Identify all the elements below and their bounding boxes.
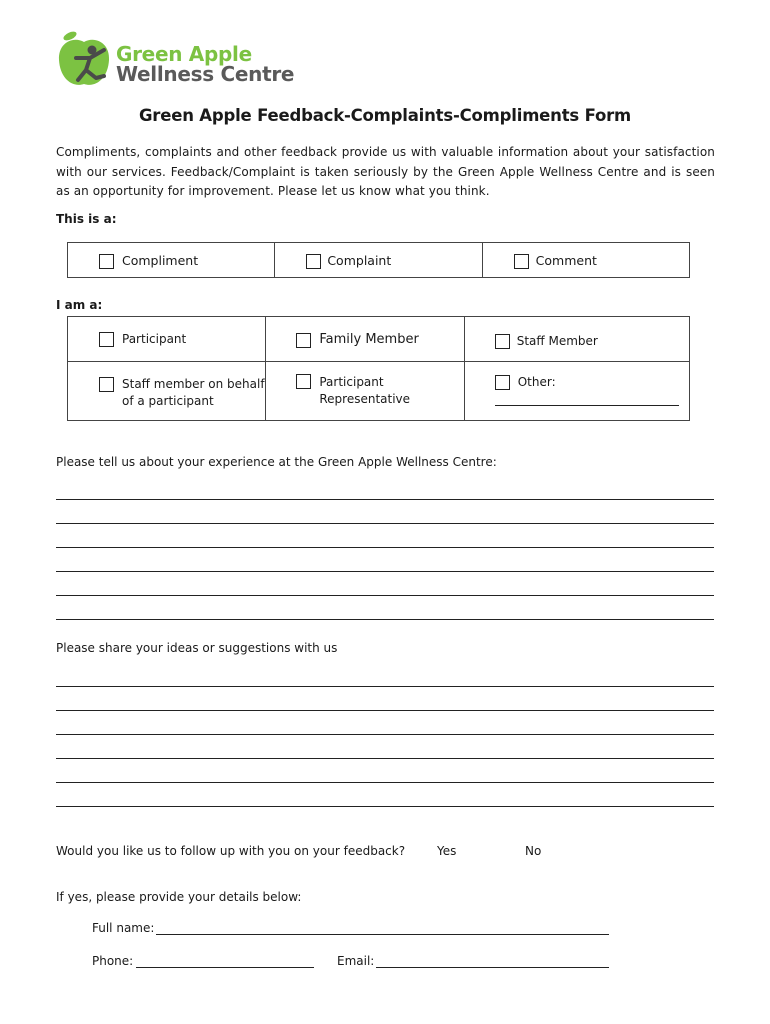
role-cell-staff-on-behalf [68,362,266,421]
suggestions-line[interactable] [56,686,714,687]
staff-on-behalf-checkbox[interactable] [99,377,114,392]
apple-logo-icon [56,28,116,92]
compliment-label: Compliment [122,253,199,268]
suggestions-line[interactable] [56,782,714,783]
this-is-a-label: This is a: [56,212,117,226]
role-cell-participant [68,317,266,362]
staff-member-checkbox[interactable] [495,334,510,349]
intro-paragraph: Compliments, complaints and other feedback provide us with valuable information about your satisfaction with our services. Feedback/Complaint is taken seriously by the Green Apple Wellness Centre and is seen as an opportunity for improvement. Please let us know what you think. [56,145,715,198]
suggestions-prompt: Please share your ideas or suggestions with us [56,641,338,655]
suggestions-line[interactable] [56,806,714,807]
option-cell-complaint [275,243,482,278]
details-prompt: If yes, please provide your details below: [56,890,302,904]
other-checkbox[interactable] [495,375,510,390]
email-field[interactable] [376,967,609,968]
participant-representative-label: Participant Representative [319,375,411,406]
staff-on-behalf-label: Staff member on behalf of a participant [122,377,265,408]
participant-representative-checkbox[interactable] [296,374,311,389]
option-cell-comment [482,243,689,278]
feedback-type-table [67,242,690,278]
participant-checkbox[interactable] [99,332,114,347]
follow-up-yes[interactable]: Yes [437,844,457,858]
family-member-label: Family Member [319,332,419,347]
experience-line[interactable] [56,523,714,524]
experience-line[interactable] [56,571,714,572]
compliment-checkbox[interactable] [99,254,114,269]
experience-line[interactable] [56,499,714,500]
complaint-label: Complaint [327,253,392,268]
participant-label: Participant [122,332,187,346]
staff-member-label: Staff Member [516,334,598,348]
complaint-checkbox[interactable] [306,254,321,269]
full-name-field[interactable] [156,934,609,935]
phone-label: Phone: [92,954,134,968]
option-cell-compliment [68,243,275,278]
form-title: Green Apple Feedback-Complaints-Compliments Form [138,106,632,125]
email-label: Email: [337,954,375,968]
role-table [67,316,690,421]
experience-prompt: Please tell us about your experience at the Green Apple Wellness Centre: [56,455,497,469]
experience-line[interactable] [56,619,714,620]
role-cell-family-member [266,317,464,362]
suggestions-line[interactable] [56,710,714,711]
family-member-checkbox[interactable] [296,333,311,348]
i-am-a-label: I am a: [56,298,103,312]
follow-up-question: Would you like us to follow up with you on your feedback? [56,844,406,858]
role-cell-other [464,362,689,421]
comment-checkbox[interactable] [514,254,529,269]
suggestions-line[interactable] [56,734,714,735]
experience-line[interactable] [56,547,714,548]
role-cell-participant-representative [266,362,464,421]
experience-line[interactable] [56,595,714,596]
logo-line-2: Wellness Centre [116,62,295,86]
logo-line-1: Green Apple [116,42,252,66]
other-label: Other: [517,375,556,389]
role-cell-staff-member [464,317,689,362]
phone-field[interactable] [136,967,314,968]
comment-label: Comment [535,253,597,268]
other-input-line[interactable] [495,405,679,406]
suggestions-line[interactable] [56,758,714,759]
follow-up-no[interactable]: No [525,844,542,858]
logo-text [116,44,294,84]
full-name-label: Full name: [92,921,155,935]
